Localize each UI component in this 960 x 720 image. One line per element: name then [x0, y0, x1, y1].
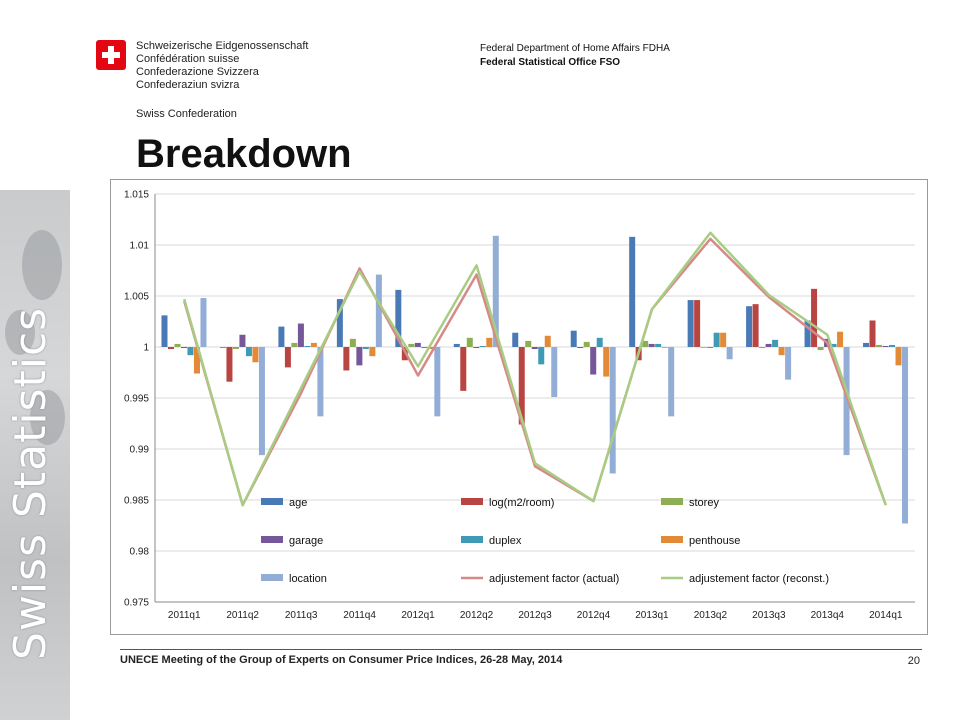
bar-log-m2-room- — [753, 304, 759, 347]
bar-location — [259, 347, 265, 455]
legend-label: storey — [689, 497, 719, 509]
legend-label: adjustement factor (reconst.) — [689, 573, 830, 585]
confederation-name-fr: Confédération suisse — [136, 53, 240, 65]
bar-garage — [707, 347, 713, 348]
line-adjustement-factor-actual- — [184, 239, 886, 505]
bar-log-m2-room- — [460, 347, 466, 391]
legend-label: duplex — [489, 535, 522, 547]
x-tick-label: 2012q4 — [576, 610, 611, 621]
bar-location — [434, 347, 440, 416]
x-tick-label: 2011q2 — [226, 610, 260, 621]
bar-penthouse — [837, 332, 843, 347]
bar-duplex — [772, 340, 778, 347]
bar-penthouse — [779, 347, 785, 355]
x-tick-label: 2011q1 — [167, 610, 201, 621]
bar-age — [629, 237, 635, 347]
legend-label: log(m2/room) — [489, 497, 555, 509]
bar-age — [863, 343, 869, 347]
legend-swatch — [261, 498, 283, 505]
bar-age — [161, 315, 167, 347]
bar-log-m2-room- — [577, 347, 583, 348]
x-tick-label: 2013q4 — [810, 610, 844, 621]
legend-swatch — [661, 536, 683, 543]
confederation-name-rm: Confederaziun svizra — [136, 79, 240, 91]
legend-swatch — [461, 536, 483, 543]
confederation-names — [136, 40, 308, 92]
bar-location — [902, 347, 908, 523]
department-block — [480, 42, 670, 70]
y-tick-label: 0.985 — [123, 495, 149, 507]
y-tick-label: 0.98 — [129, 546, 149, 558]
x-tick-label: 2013q1 — [635, 610, 669, 621]
legend-label: age — [289, 497, 308, 509]
bar-age — [220, 347, 226, 348]
bar-age — [571, 331, 577, 347]
bar-penthouse — [369, 347, 375, 356]
bar-garage — [181, 347, 187, 348]
legend-label: penthouse — [689, 535, 741, 547]
bar-log-m2-room- — [343, 347, 349, 370]
bar-garage — [473, 347, 479, 348]
y-tick-label: 1 — [143, 342, 149, 354]
bar-penthouse — [252, 347, 258, 362]
legend-swatch — [261, 574, 283, 581]
bar-penthouse — [311, 343, 317, 347]
bar-storey — [467, 338, 473, 347]
bar-duplex — [421, 347, 427, 348]
bar-log-m2-room- — [811, 289, 817, 347]
bar-storey — [759, 347, 765, 348]
bar-duplex — [480, 346, 486, 347]
department-name: Federal Department of Home Affairs FDHA — [480, 43, 670, 54]
bar-penthouse — [545, 336, 551, 347]
x-tick-label: 2012q3 — [518, 610, 552, 621]
bar-penthouse — [720, 333, 726, 347]
bar-garage — [532, 347, 538, 349]
swiss-statistics-brand: Swiss Statistics — [5, 306, 56, 660]
confederation-name-it: Confederazione Svizzera — [136, 66, 259, 78]
bar-garage — [239, 335, 245, 347]
office-name: Federal Statistical Office FSO — [480, 57, 621, 68]
bar-penthouse — [603, 347, 609, 377]
bar-garage — [766, 344, 772, 347]
bar-location — [785, 347, 791, 380]
y-tick-label: 1.01 — [129, 240, 149, 252]
bar-storey — [584, 342, 590, 347]
bar-duplex — [187, 347, 193, 355]
y-tick-label: 0.995 — [123, 393, 149, 405]
breakdown-chart — [111, 180, 927, 634]
x-tick-label: 2012q2 — [459, 610, 494, 621]
bar-storey — [701, 347, 707, 348]
footer-divider — [120, 649, 922, 650]
bar-location — [610, 347, 616, 473]
bar-duplex — [246, 347, 252, 356]
bar-duplex — [714, 333, 720, 347]
line-adjustement-factor-reconst- — [184, 233, 886, 505]
bar-garage — [883, 346, 889, 347]
bar-storey — [525, 341, 531, 347]
legend-swatch — [661, 498, 683, 505]
bar-storey — [408, 344, 414, 347]
bar-duplex — [889, 345, 895, 347]
bar-location — [668, 347, 674, 416]
bar-storey — [174, 344, 180, 347]
bar-garage — [415, 343, 421, 347]
bar-duplex — [655, 344, 661, 347]
bar-penthouse — [662, 347, 668, 348]
bar-location — [376, 275, 382, 347]
legend-swatch — [461, 498, 483, 505]
bar-duplex — [597, 338, 603, 347]
y-tick-label: 0.975 — [123, 597, 149, 609]
bar-age — [278, 327, 284, 347]
bar-age — [688, 300, 694, 347]
footer-meeting-text: UNECE Meeting of the Group of Experts on Consumer Price Indices, 26-28 May, 2014 — [120, 654, 563, 666]
bar-garage — [356, 347, 362, 365]
bar-penthouse — [486, 338, 492, 347]
bar-storey — [818, 347, 824, 350]
y-tick-label: 0.99 — [129, 444, 149, 456]
bar-garage — [649, 344, 655, 347]
bar-storey — [291, 343, 297, 347]
y-tick-label: 1.005 — [123, 291, 149, 303]
bar-age — [454, 344, 460, 347]
bar-log-m2-room- — [285, 347, 291, 367]
bar-location — [551, 347, 557, 397]
legend-swatch — [261, 536, 283, 543]
bar-penthouse — [896, 347, 902, 365]
bar-duplex — [304, 346, 310, 347]
chart-frame — [110, 179, 928, 635]
legend-label: adjustement factor (actual) — [489, 573, 620, 585]
bar-age — [746, 306, 752, 347]
x-tick-label: 2011q3 — [284, 610, 318, 621]
bar-log-m2-room- — [168, 347, 174, 349]
bar-storey — [233, 347, 239, 349]
bar-garage — [298, 324, 304, 347]
bar-duplex — [538, 347, 544, 364]
legend-label: garage — [289, 535, 324, 547]
bar-age — [512, 333, 518, 347]
legend-label: location — [289, 573, 327, 585]
bar-location — [200, 298, 206, 347]
confederation-name-de: Schweizerische Eidgenossenschaft — [136, 40, 309, 52]
bar-log-m2-room- — [226, 347, 232, 382]
bar-storey — [876, 345, 882, 347]
x-tick-label: 2014q1 — [869, 610, 903, 621]
bar-garage — [590, 347, 596, 375]
bar-duplex — [363, 347, 369, 349]
bar-location — [727, 347, 733, 359]
swiss-statistics-sidebar — [0, 190, 70, 720]
x-tick-label: 2013q3 — [752, 610, 786, 621]
bar-storey — [350, 339, 356, 347]
bar-log-m2-room- — [694, 300, 700, 347]
page-number: 20 — [907, 655, 920, 667]
y-tick-label: 1.015 — [123, 189, 149, 201]
slide-title: Breakdown — [136, 132, 352, 176]
x-tick-label: 2012q1 — [401, 610, 435, 621]
swiss-confederation-label: Swiss Confederation — [136, 108, 237, 120]
x-tick-label: 2011q4 — [343, 610, 376, 621]
swiss-flag-logo — [96, 40, 126, 70]
x-tick-label: 2013q2 — [693, 610, 728, 621]
bar-log-m2-room- — [870, 320, 876, 347]
